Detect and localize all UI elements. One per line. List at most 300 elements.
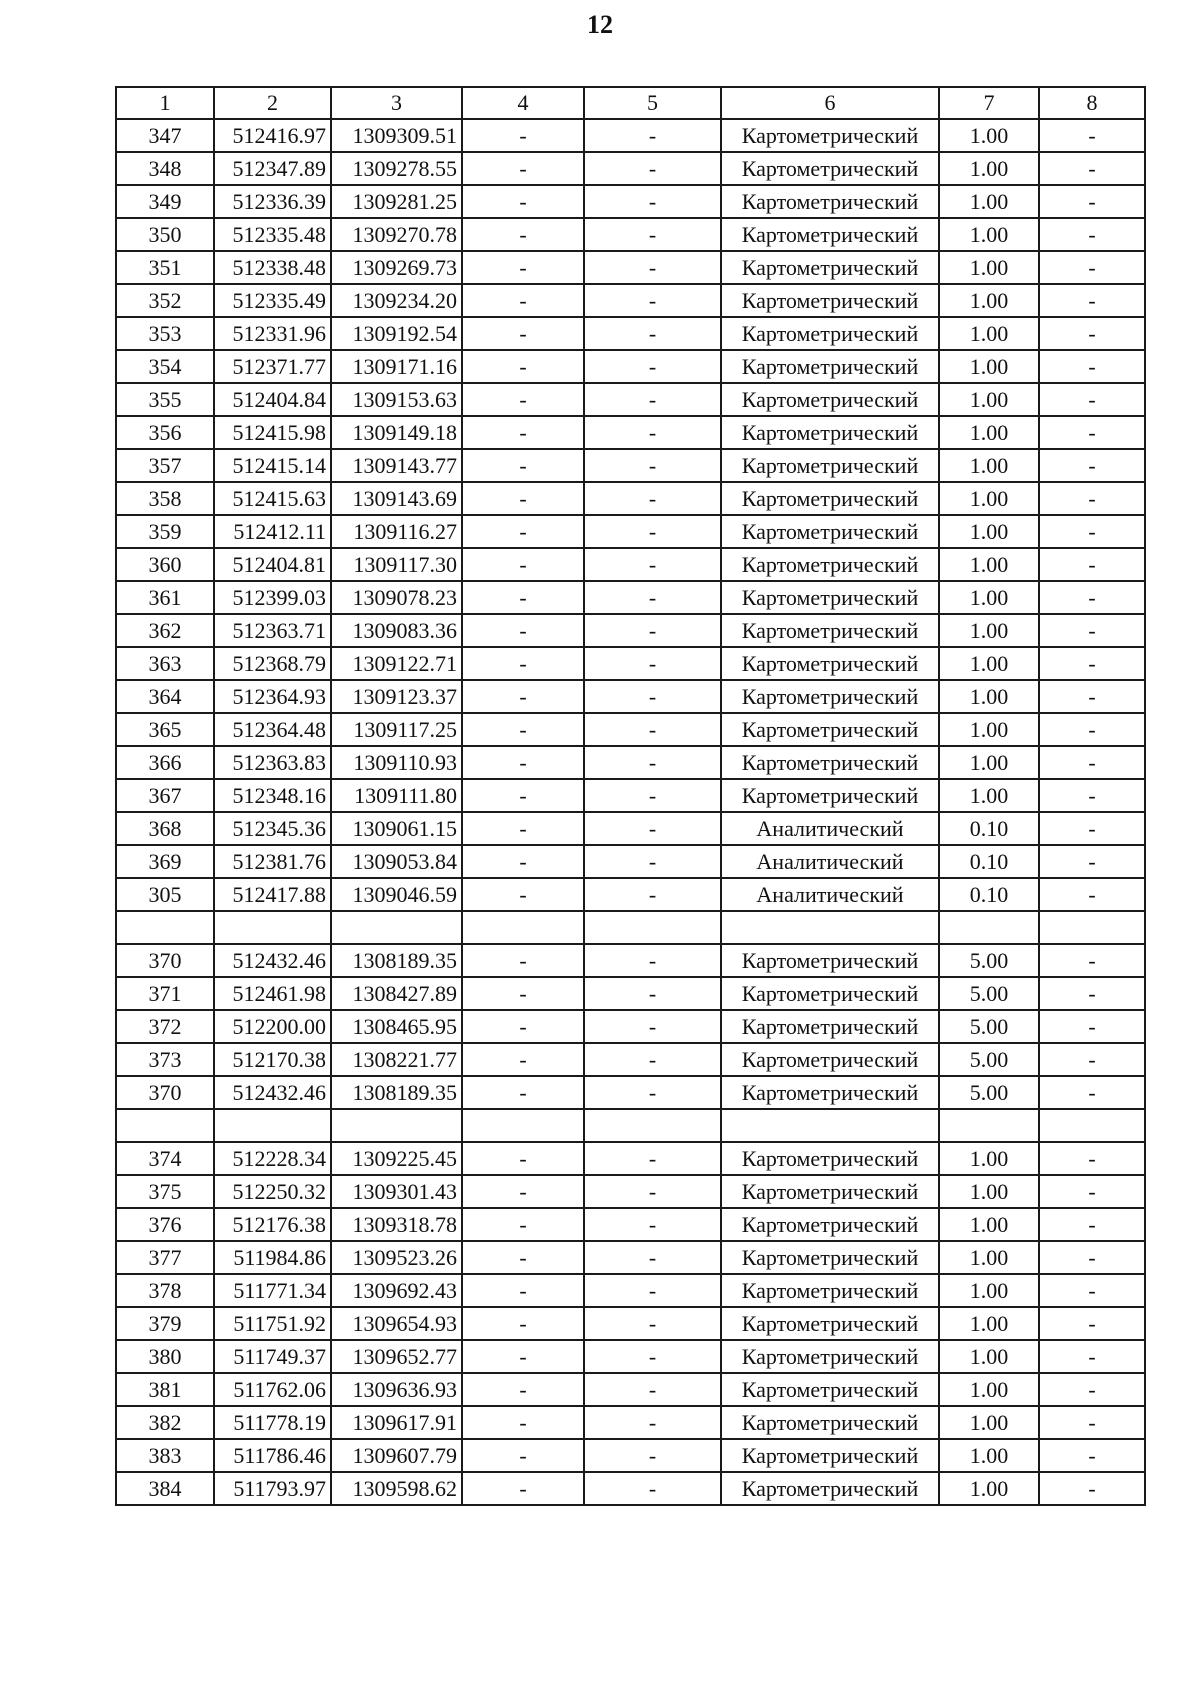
cell-column-8: - (1039, 350, 1145, 383)
cell-coordinate-y: 1309309.51 (331, 119, 462, 152)
cell-column-8: - (1039, 779, 1145, 812)
cell-column-5: - (584, 317, 721, 350)
cell-column-5: - (584, 1274, 721, 1307)
cell-coordinate-y: 1308427.89 (331, 977, 462, 1010)
cell-method: Картометрический (721, 119, 939, 152)
cell-column-5: - (584, 548, 721, 581)
cell-column-5: - (584, 482, 721, 515)
cell-accuracy: 5.00 (939, 1076, 1039, 1109)
cell-column-5: - (584, 713, 721, 746)
cell-column-5: - (584, 251, 721, 284)
cell-column-4: - (462, 152, 584, 185)
cell-coordinate-x: 511771.34 (214, 1274, 331, 1307)
cell-method: Картометрический (721, 1274, 939, 1307)
cell-point-number: 378 (116, 1274, 214, 1307)
cell-coordinate-y (331, 911, 462, 944)
cell-accuracy: 5.00 (939, 944, 1039, 977)
cell-point-number: 359 (116, 515, 214, 548)
cell-column-5: - (584, 1439, 721, 1472)
cell-point-number: 379 (116, 1307, 214, 1340)
cell-column-4: - (462, 548, 584, 581)
cell-method: Картометрический (721, 1439, 939, 1472)
cell-column-8: - (1039, 416, 1145, 449)
cell-point-number: 356 (116, 416, 214, 449)
cell-column-4: - (462, 581, 584, 614)
cell-method: Аналитический (721, 845, 939, 878)
table-row (116, 911, 1145, 944)
cell-column-5: - (584, 812, 721, 845)
cell-column-8: - (1039, 383, 1145, 416)
table-row (116, 944, 1145, 977)
cell-method: Картометрический (721, 1406, 939, 1439)
cell-accuracy: 1.00 (939, 1373, 1039, 1406)
cell-coordinate-x: 512415.63 (214, 482, 331, 515)
cell-point-number: 352 (116, 284, 214, 317)
cell-column-8: - (1039, 1340, 1145, 1373)
cell-method: Картометрический (721, 1472, 939, 1505)
cell-column-8: - (1039, 284, 1145, 317)
cell-column-5: - (584, 152, 721, 185)
table-row (116, 647, 1145, 680)
cell-point-number: 368 (116, 812, 214, 845)
cell-column-4: - (462, 779, 584, 812)
cell-point-number: 305 (116, 878, 214, 911)
cell-method: Картометрический (721, 1340, 939, 1373)
table-row (116, 1274, 1145, 1307)
cell-column-5: - (584, 383, 721, 416)
column-header: 5 (584, 87, 721, 119)
cell-column-4: - (462, 845, 584, 878)
cell-coordinate-y: 1309046.59 (331, 878, 462, 911)
cell-coordinate-x: 512399.03 (214, 581, 331, 614)
cell-point-number: 366 (116, 746, 214, 779)
cell-column-5: - (584, 1076, 721, 1109)
table-row (116, 779, 1145, 812)
cell-accuracy: 1.00 (939, 614, 1039, 647)
cell-accuracy: 1.00 (939, 1472, 1039, 1505)
table-row (116, 1076, 1145, 1109)
cell-coordinate-y: 1308189.35 (331, 944, 462, 977)
cell-coordinate-y: 1309117.25 (331, 713, 462, 746)
table-row (116, 1175, 1145, 1208)
cell-coordinate-y: 1309270.78 (331, 218, 462, 251)
cell-column-5: - (584, 1373, 721, 1406)
cell-coordinate-x: 512404.84 (214, 383, 331, 416)
cell-column-5: - (584, 1142, 721, 1175)
cell-point-number: 377 (116, 1241, 214, 1274)
cell-accuracy: 1.00 (939, 515, 1039, 548)
cell-column-4: - (462, 746, 584, 779)
cell-column-5: - (584, 614, 721, 647)
cell-point-number: 370 (116, 944, 214, 977)
cell-coordinate-x: 512331.96 (214, 317, 331, 350)
cell-column-5: - (584, 1241, 721, 1274)
cell-coordinate-y: 1309061.15 (331, 812, 462, 845)
table-row (116, 1439, 1145, 1472)
cell-accuracy: 1.00 (939, 1274, 1039, 1307)
cell-column-5: - (584, 1340, 721, 1373)
cell-coordinate-x: 512461.98 (214, 977, 331, 1010)
cell-point-number: 353 (116, 317, 214, 350)
cell-accuracy (939, 1109, 1039, 1142)
cell-column-8: - (1039, 1076, 1145, 1109)
cell-accuracy: 1.00 (939, 416, 1039, 449)
column-header: 4 (462, 87, 584, 119)
cell-column-4: - (462, 119, 584, 152)
cell-accuracy: 1.00 (939, 779, 1039, 812)
cell-method: Картометрический (721, 350, 939, 383)
cell-coordinate-x: 512416.97 (214, 119, 331, 152)
table-row (116, 1307, 1145, 1340)
cell-column-8 (1039, 911, 1145, 944)
table-row (116, 1208, 1145, 1241)
cell-method: Картометрический (721, 1142, 939, 1175)
table-row (116, 152, 1145, 185)
cell-coordinate-x: 511751.92 (214, 1307, 331, 1340)
table-row (116, 284, 1145, 317)
cell-accuracy: 1.00 (939, 1340, 1039, 1373)
cell-coordinate-y (331, 1109, 462, 1142)
cell-coordinate-x: 512336.39 (214, 185, 331, 218)
cell-method: Картометрический (721, 713, 939, 746)
table-row (116, 746, 1145, 779)
cell-method: Картометрический (721, 944, 939, 977)
cell-accuracy: 1.00 (939, 218, 1039, 251)
cell-accuracy: 1.00 (939, 713, 1039, 746)
cell-coordinate-x: 512348.16 (214, 779, 331, 812)
cell-coordinate-x: 512345.36 (214, 812, 331, 845)
cell-accuracy: 1.00 (939, 317, 1039, 350)
cell-column-4: - (462, 614, 584, 647)
cell-column-5: - (584, 119, 721, 152)
cell-method: Картометрический (721, 284, 939, 317)
table-row (116, 812, 1145, 845)
table-row (116, 251, 1145, 284)
cell-column-4 (462, 911, 584, 944)
cell-method: Картометрический (721, 1043, 939, 1076)
cell-method: Картометрический (721, 746, 939, 779)
cell-coordinate-x: 512170.38 (214, 1043, 331, 1076)
cell-column-8: - (1039, 482, 1145, 515)
cell-column-4: - (462, 218, 584, 251)
cell-method: Аналитический (721, 812, 939, 845)
cell-coordinate-y: 1309234.20 (331, 284, 462, 317)
cell-method: Картометрический (721, 482, 939, 515)
cell-column-8: - (1039, 251, 1145, 284)
cell-column-4: - (462, 977, 584, 1010)
cell-method: Картометрический (721, 383, 939, 416)
cell-method: Картометрический (721, 614, 939, 647)
cell-coordinate-y: 1309143.69 (331, 482, 462, 515)
table-row (116, 1373, 1145, 1406)
cell-coordinate-y: 1309078.23 (331, 581, 462, 614)
table-row (116, 845, 1145, 878)
cell-coordinate-x: 512200.00 (214, 1010, 331, 1043)
cell-column-5: - (584, 416, 721, 449)
cell-column-8: - (1039, 581, 1145, 614)
cell-column-8: - (1039, 713, 1145, 746)
cell-column-4: - (462, 416, 584, 449)
cell-column-8: - (1039, 1043, 1145, 1076)
cell-point-number: 358 (116, 482, 214, 515)
cell-method: Картометрический (721, 515, 939, 548)
cell-column-8: - (1039, 1406, 1145, 1439)
cell-column-4: - (462, 647, 584, 680)
cell-coordinate-y: 1309318.78 (331, 1208, 462, 1241)
cell-coordinate-y: 1309116.27 (331, 515, 462, 548)
cell-column-4: - (462, 713, 584, 746)
cell-column-5: - (584, 977, 721, 1010)
cell-accuracy: 1.00 (939, 1241, 1039, 1274)
cell-method: Картометрический (721, 1208, 939, 1241)
cell-method: Картометрический (721, 581, 939, 614)
cell-coordinate-y: 1309192.54 (331, 317, 462, 350)
cell-accuracy: 1.00 (939, 647, 1039, 680)
cell-point-number: 383 (116, 1439, 214, 1472)
cell-accuracy: 5.00 (939, 1043, 1039, 1076)
cell-column-5: - (584, 581, 721, 614)
cell-accuracy: 1.00 (939, 1439, 1039, 1472)
cell-accuracy: 1.00 (939, 548, 1039, 581)
cell-point-number: 363 (116, 647, 214, 680)
cell-coordinate-x: 512415.98 (214, 416, 331, 449)
cell-coordinate-x: 512368.79 (214, 647, 331, 680)
cell-point-number (116, 1109, 214, 1142)
cell-coordinate-x: 512412.11 (214, 515, 331, 548)
cell-method (721, 1109, 939, 1142)
column-header: 8 (1039, 87, 1145, 119)
cell-coordinate-y: 1309692.43 (331, 1274, 462, 1307)
cell-column-5: - (584, 515, 721, 548)
cell-coordinate-y: 1309153.63 (331, 383, 462, 416)
table-row (116, 482, 1145, 515)
cell-coordinate-x: 511762.06 (214, 1373, 331, 1406)
cell-column-8: - (1039, 812, 1145, 845)
cell-column-8: - (1039, 1175, 1145, 1208)
cell-column-8: - (1039, 1208, 1145, 1241)
cell-coordinate-y: 1309654.93 (331, 1307, 462, 1340)
cell-method (721, 911, 939, 944)
table-row (116, 878, 1145, 911)
cell-coordinate-y: 1309123.37 (331, 680, 462, 713)
table-row (116, 1109, 1145, 1142)
cell-coordinate-x: 511793.97 (214, 1472, 331, 1505)
cell-method: Аналитический (721, 878, 939, 911)
cell-column-5: - (584, 746, 721, 779)
cell-point-number: 360 (116, 548, 214, 581)
cell-method: Картометрический (721, 1307, 939, 1340)
cell-column-5 (584, 911, 721, 944)
cell-column-8: - (1039, 185, 1145, 218)
cell-coordinate-y: 1308189.35 (331, 1076, 462, 1109)
cell-coordinate-x (214, 911, 331, 944)
cell-point-number: 370 (116, 1076, 214, 1109)
cell-column-4: - (462, 185, 584, 218)
cell-coordinate-x: 512228.34 (214, 1142, 331, 1175)
cell-accuracy: 1.00 (939, 284, 1039, 317)
column-header: 1 (116, 87, 214, 119)
cell-accuracy: 1.00 (939, 581, 1039, 614)
cell-column-8: - (1039, 845, 1145, 878)
table-row (116, 350, 1145, 383)
cell-coordinate-x: 512415.14 (214, 449, 331, 482)
table-row (116, 548, 1145, 581)
cell-method: Картометрический (721, 1010, 939, 1043)
cell-column-4: - (462, 1142, 584, 1175)
cell-method: Картометрический (721, 416, 939, 449)
cell-accuracy: 1.00 (939, 680, 1039, 713)
cell-column-5: - (584, 1010, 721, 1043)
cell-accuracy: 1.00 (939, 1175, 1039, 1208)
column-header: 2 (214, 87, 331, 119)
cell-coordinate-x: 511778.19 (214, 1406, 331, 1439)
cell-accuracy: 1.00 (939, 746, 1039, 779)
cell-column-4: - (462, 1241, 584, 1274)
cell-accuracy: 1.00 (939, 482, 1039, 515)
cell-column-5: - (584, 218, 721, 251)
cell-coordinate-x (214, 1109, 331, 1142)
cell-column-8: - (1039, 1241, 1145, 1274)
cell-column-8: - (1039, 1274, 1145, 1307)
cell-coordinate-y: 1309523.26 (331, 1241, 462, 1274)
column-header: 6 (721, 87, 939, 119)
cell-column-4: - (462, 449, 584, 482)
cell-coordinate-y: 1309143.77 (331, 449, 462, 482)
cell-accuracy: 1.00 (939, 383, 1039, 416)
table-row (116, 416, 1145, 449)
cell-column-8: - (1039, 647, 1145, 680)
cell-coordinate-x: 512381.76 (214, 845, 331, 878)
cell-method: Картометрический (721, 1241, 939, 1274)
cell-column-4: - (462, 1175, 584, 1208)
cell-coordinate-y: 1309122.71 (331, 647, 462, 680)
cell-point-number: 365 (116, 713, 214, 746)
cell-coordinate-y: 1309225.45 (331, 1142, 462, 1175)
cell-coordinate-x: 512432.46 (214, 944, 331, 977)
cell-method: Картометрический (721, 977, 939, 1010)
cell-accuracy: 0.10 (939, 878, 1039, 911)
cell-coordinate-y: 1309636.93 (331, 1373, 462, 1406)
table-row (116, 383, 1145, 416)
cell-coordinate-x: 511984.86 (214, 1241, 331, 1274)
cell-method: Картометрический (721, 449, 939, 482)
cell-accuracy: 1.00 (939, 1208, 1039, 1241)
cell-coordinate-y: 1308465.95 (331, 1010, 462, 1043)
cell-coordinate-x: 512363.83 (214, 746, 331, 779)
cell-column-8: - (1039, 1472, 1145, 1505)
cell-column-4: - (462, 1340, 584, 1373)
cell-column-8: - (1039, 218, 1145, 251)
cell-point-number: 350 (116, 218, 214, 251)
table-row (116, 1472, 1145, 1505)
cell-column-4: - (462, 515, 584, 548)
table-row (116, 317, 1145, 350)
cell-point-number: 382 (116, 1406, 214, 1439)
cell-point-number: 351 (116, 251, 214, 284)
cell-column-4: - (462, 1439, 584, 1472)
cell-coordinate-y: 1309171.16 (331, 350, 462, 383)
cell-point-number: 376 (116, 1208, 214, 1241)
cell-coordinate-x: 512176.38 (214, 1208, 331, 1241)
table-row (116, 1241, 1145, 1274)
cell-column-8: - (1039, 1439, 1145, 1472)
cell-column-5: - (584, 647, 721, 680)
cell-coordinate-y: 1309607.79 (331, 1439, 462, 1472)
page-number: 12 (587, 10, 613, 39)
cell-coordinate-y: 1308221.77 (331, 1043, 462, 1076)
cell-coordinate-y: 1309598.62 (331, 1472, 462, 1505)
table-row (116, 1340, 1145, 1373)
cell-column-5: - (584, 1208, 721, 1241)
cell-accuracy: 0.10 (939, 812, 1039, 845)
cell-point-number: 371 (116, 977, 214, 1010)
cell-coordinate-y: 1309301.43 (331, 1175, 462, 1208)
cell-column-5: - (584, 350, 721, 383)
cell-coordinate-x: 512417.88 (214, 878, 331, 911)
cell-column-4: - (462, 1076, 584, 1109)
cell-coordinate-x: 512363.71 (214, 614, 331, 647)
cell-column-4: - (462, 317, 584, 350)
cell-coordinate-x: 511749.37 (214, 1340, 331, 1373)
cell-column-8: - (1039, 680, 1145, 713)
cell-column-4: - (462, 284, 584, 317)
cell-accuracy: 0.10 (939, 845, 1039, 878)
cell-method: Картометрический (721, 548, 939, 581)
cell-coordinate-y: 1309110.93 (331, 746, 462, 779)
cell-point-number: 355 (116, 383, 214, 416)
cell-column-8: - (1039, 1307, 1145, 1340)
cell-column-8: - (1039, 746, 1145, 779)
table-row (116, 515, 1145, 548)
cell-point-number: 349 (116, 185, 214, 218)
cell-coordinate-y: 1309278.55 (331, 152, 462, 185)
cell-column-5: - (584, 1307, 721, 1340)
cell-column-4: - (462, 383, 584, 416)
cell-column-4: - (462, 1472, 584, 1505)
cell-column-4: - (462, 944, 584, 977)
cell-point-number: 348 (116, 152, 214, 185)
cell-column-8: - (1039, 944, 1145, 977)
cell-column-5: - (584, 680, 721, 713)
cell-coordinate-x: 512432.46 (214, 1076, 331, 1109)
cell-column-5: - (584, 878, 721, 911)
cell-accuracy: 1.00 (939, 1307, 1039, 1340)
cell-point-number: 364 (116, 680, 214, 713)
cell-coordinate-y: 1309053.84 (331, 845, 462, 878)
cell-column-5: - (584, 185, 721, 218)
cell-column-5: - (584, 1175, 721, 1208)
table-row (116, 119, 1145, 152)
cell-accuracy: 1.00 (939, 251, 1039, 284)
cell-column-4: - (462, 251, 584, 284)
cell-coordinate-y: 1309111.80 (331, 779, 462, 812)
cell-column-5: - (584, 1406, 721, 1439)
cell-point-number: 375 (116, 1175, 214, 1208)
cell-column-5: - (584, 1472, 721, 1505)
cell-column-4: - (462, 350, 584, 383)
cell-coordinate-y: 1309117.30 (331, 548, 462, 581)
cell-column-8: - (1039, 152, 1145, 185)
cell-coordinate-x: 512371.77 (214, 350, 331, 383)
cell-coordinate-x: 512404.81 (214, 548, 331, 581)
cell-method: Картометрический (721, 218, 939, 251)
cell-method: Картометрический (721, 185, 939, 218)
cell-column-4: - (462, 878, 584, 911)
table-row (116, 449, 1145, 482)
cell-accuracy: 1.00 (939, 119, 1039, 152)
table-row (116, 713, 1145, 746)
cell-column-4: - (462, 1208, 584, 1241)
